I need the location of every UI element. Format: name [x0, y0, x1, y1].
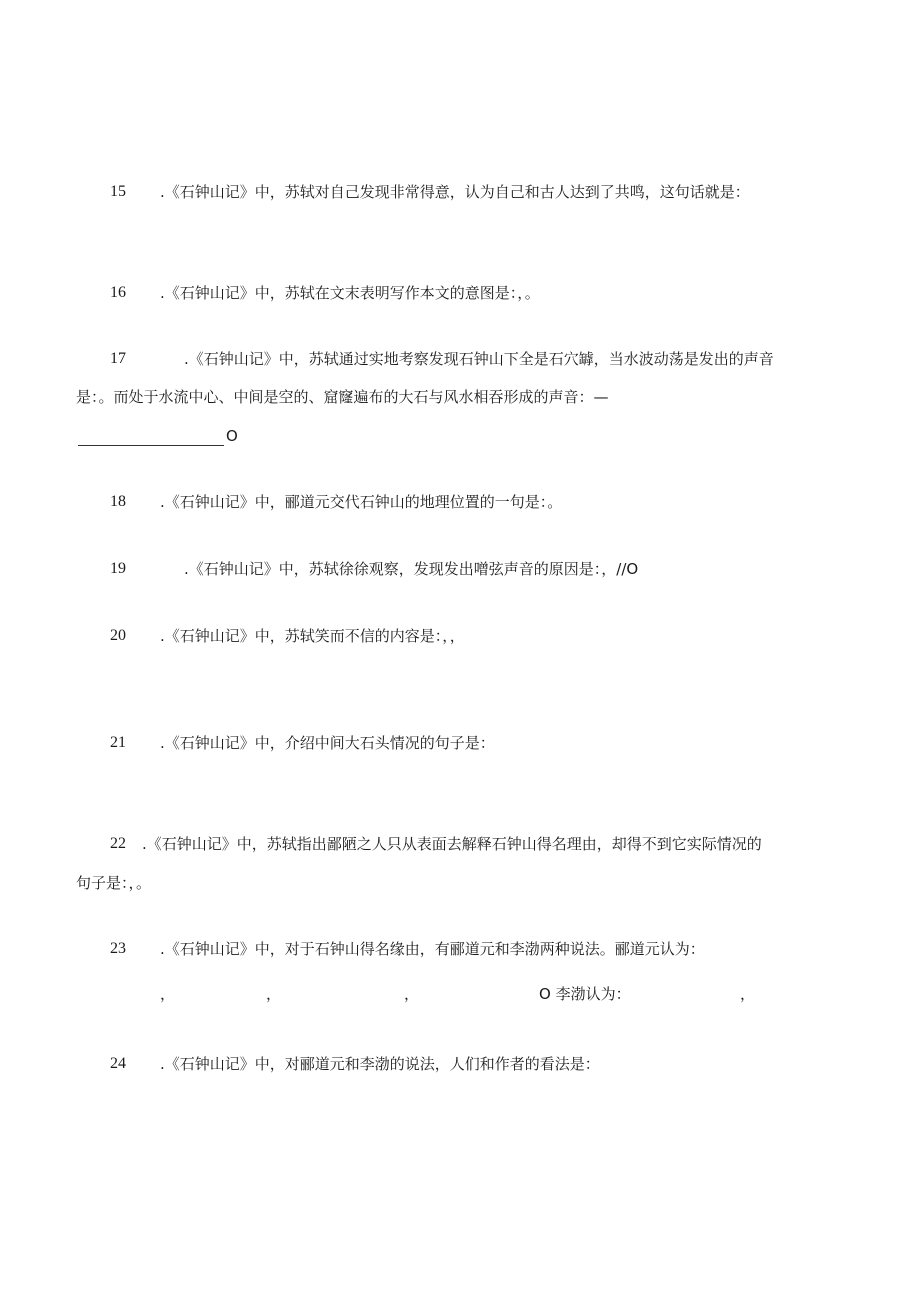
question-text-end: O [226, 427, 238, 445]
question-text: .《石钟山记》中，苏轼徐徐观察，发现发出噌弦声音的原因是：，//O [184, 560, 639, 578]
answer-blank-row [78, 426, 238, 446]
question-text: .《石钟山记》中，介绍中间大石头情况的句子是： [160, 734, 495, 752]
question-text-continued: O 李渤认为： [539, 985, 631, 1003]
answer-comma: ， [740, 985, 756, 1003]
question-number: 16 [110, 284, 126, 301]
question-number: 17 [110, 350, 126, 367]
question-number: 18 [110, 493, 126, 510]
answer-blank [78, 431, 224, 446]
question-number: 15 [110, 183, 126, 200]
question-text: .《石钟山记》中，苏轼通过实地考察发现石钟山下全是石穴罅，当水波动荡是发出的声音 [184, 350, 774, 368]
question-number: 24 [110, 1055, 126, 1072]
question-number: 23 [110, 940, 126, 957]
question-text: .《石钟山记》中，对于石钟山得名缘由，有郦道元和李渤两种说法。郦道元认为： [160, 940, 705, 958]
question-text: .《石钟山记》中，苏轼笑而不信的内容是：，， [160, 627, 465, 645]
question-number: 19 [110, 560, 126, 577]
question-number: 21 [110, 734, 126, 751]
question-text: .《石钟山记》中，苏轼对自己发现非常得意，认为自己和古人达到了共鸣，这句话就是： [160, 183, 750, 201]
question-text: .《石钟山记》中，苏轼在文末表明写作本文的意图是：，。 [160, 284, 540, 302]
question-number: 20 [110, 627, 126, 644]
answer-comma: ， [160, 985, 176, 1003]
question-text: .《石钟山记》中，对郦道元和李渤的说法，人们和作者的看法是： [160, 1055, 600, 1073]
question-text: .《石钟山记》中，苏轼指出鄙陋之人只从表面去解释石钟山得名理由，却得不到它实际情况的 [142, 835, 762, 853]
question-text-continued: 句子是：，。 [76, 874, 152, 892]
question-text-continued: 是：。而处于水流中心、中间是空的、窟窿遍布的大石与风水相吞形成的声音：— [76, 388, 609, 406]
question-text: .《石钟山记》中，郦道元交代石钟山的地理位置的一句是：。 [160, 493, 563, 511]
answer-comma: ， [266, 985, 282, 1003]
answer-comma: ， [404, 985, 420, 1003]
question-number: 22 [110, 835, 126, 852]
